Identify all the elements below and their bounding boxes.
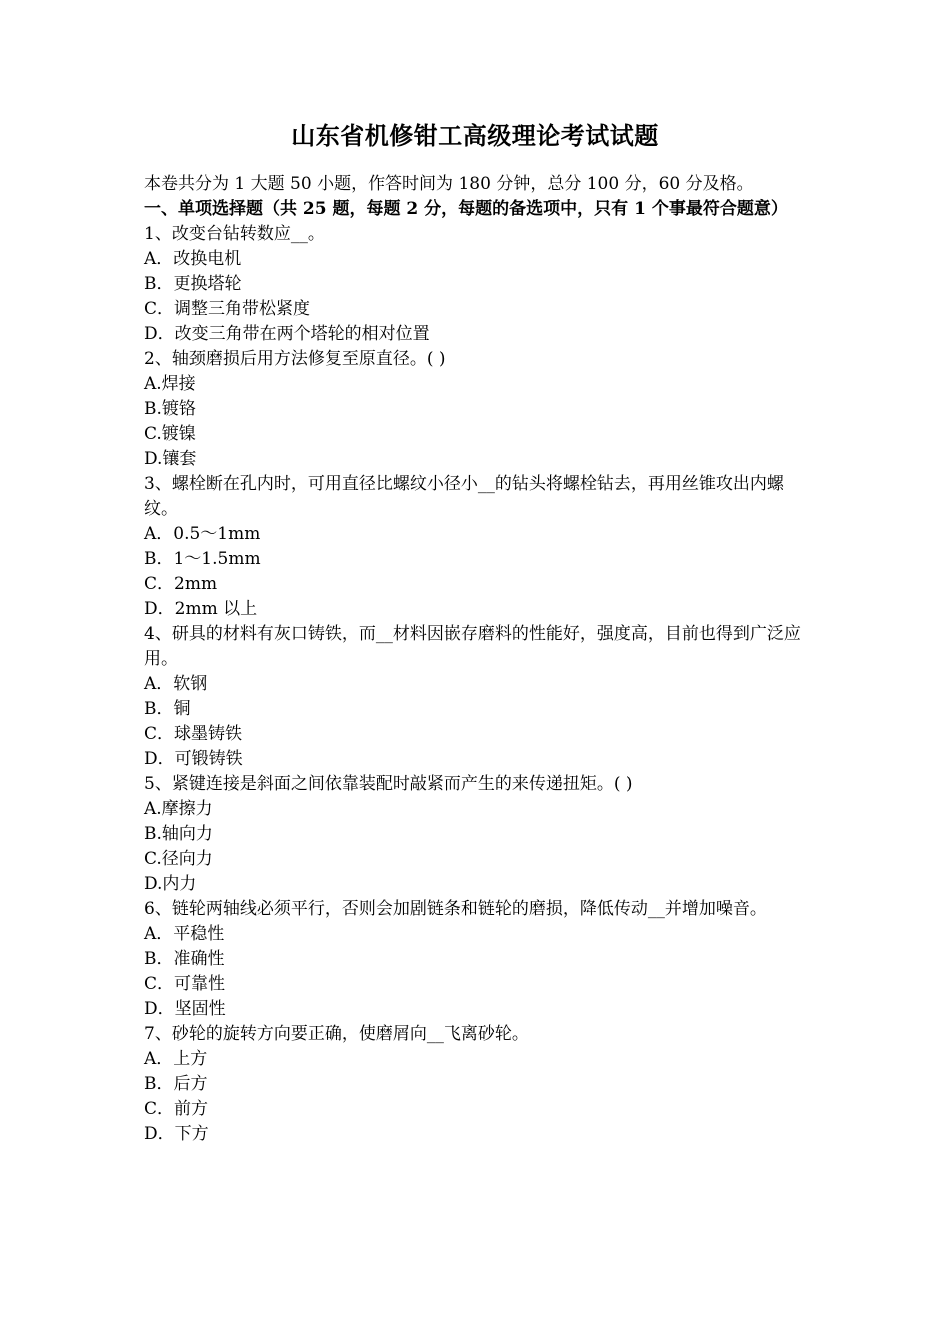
question-block — [144, 472, 810, 622]
answer-option: B．后方 — [144, 1074, 208, 1094]
document-body — [144, 172, 810, 1147]
question-stem: 2、轴颈磨损后用方法修复至原直径。( ) — [144, 349, 446, 369]
answer-option: C．球墨铸铁 — [144, 724, 243, 744]
page-title: 山东省机修钳工高级理论考试试题 — [291, 121, 659, 150]
answer-option: C.径向力 — [144, 849, 213, 869]
answer-option: D．可锻铸铁 — [144, 749, 243, 769]
answer-option: A.焊接 — [144, 374, 196, 394]
question-block — [144, 347, 810, 472]
answer-option: A.摩擦力 — [144, 799, 213, 819]
question-stem: 6、链轮两轴线必须平行，否则会加剧链条和链轮的磨损，降低传动__并增加噪音。 — [144, 899, 767, 919]
answer-option: C．2mm — [144, 574, 218, 594]
question-block — [144, 772, 810, 897]
question-block — [144, 622, 810, 772]
question-stem: 5、紧键连接是斜面之间依靠装配时敲紧而产生的来传递扭矩。( ) — [144, 774, 633, 794]
answer-option: B．铜 — [144, 699, 191, 719]
question-stem: 7、砂轮的旋转方向要正确，使磨屑向__飞离砂轮。 — [144, 1024, 529, 1044]
answer-option: A．0.5～1mm — [144, 524, 261, 544]
answer-option: B．1～1.5mm — [144, 549, 261, 569]
answer-option: A．上方 — [144, 1049, 208, 1069]
answer-option: B．准确性 — [144, 949, 225, 969]
answer-option: D．下方 — [144, 1124, 209, 1144]
question-stem: 4、研具的材料有灰口铸铁，而__材料因嵌存磨料的性能好，强度高，目前也得到广泛应用。 — [144, 624, 801, 669]
answer-option: C．前方 — [144, 1099, 209, 1119]
answer-option: B.镀铬 — [144, 399, 196, 419]
answer-option: D．2mm 以上 — [144, 599, 258, 619]
question-block — [144, 1022, 810, 1147]
question-block — [144, 222, 810, 347]
answer-option: C.镀镍 — [144, 424, 196, 444]
answer-option: D.镶套 — [144, 449, 197, 469]
answer-option: A．软钢 — [144, 674, 208, 694]
answer-option: D．改变三角带在两个塔轮的相对位置 — [144, 324, 430, 344]
answer-option: A．平稳性 — [144, 924, 225, 944]
question-stem: 1、改变台钻转数应__。 — [144, 224, 325, 244]
answer-option: C．调整三角带松紧度 — [144, 299, 311, 319]
answer-option: A．改换电机 — [144, 249, 242, 269]
answer-option: D.内力 — [144, 874, 197, 894]
question-block — [144, 897, 810, 1022]
answer-option: B.轴向力 — [144, 824, 213, 844]
question-stem: 3、螺栓断在孔内时，可用直径比螺纹小径小__的钻头将螺栓钻去，再用丝锥攻出内螺纹。 — [144, 474, 784, 519]
section-heading: 一、单项选择题（共 25 题，每题 2 分，每题的备选项中，只有 1 个事最符合题意） — [144, 199, 788, 219]
answer-option: B．更换塔轮 — [144, 274, 242, 294]
answer-option: D．坚固性 — [144, 999, 226, 1019]
answer-option: C．可靠性 — [144, 974, 226, 994]
exam-intro: 本卷共分为 1 大题 50 小题，作答时间为 180 分钟，总分 100 分，60 分及格。 — [144, 174, 754, 194]
